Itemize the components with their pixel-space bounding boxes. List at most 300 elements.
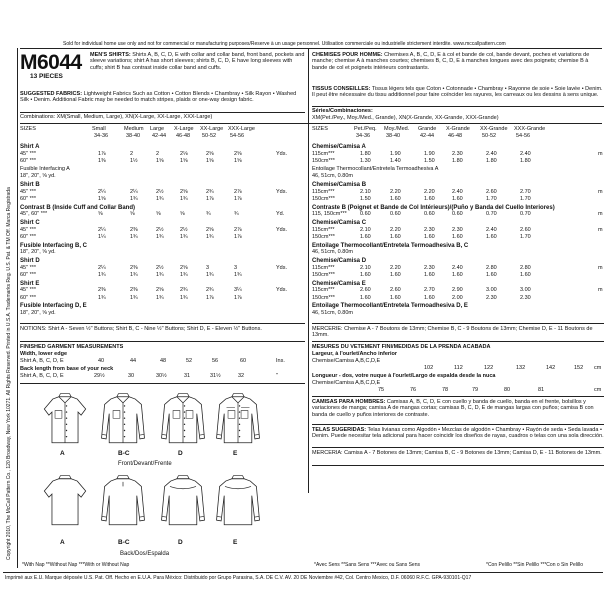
table-row [312,235,604,243]
row-label: 150cm*** [312,158,335,165]
row-unit: Yds. [276,264,288,271]
shirt-illustration [215,474,261,528]
row-value: 0.60 [452,211,463,218]
row-value: 2¾ [206,287,214,294]
row-value: 1.80 [452,158,463,165]
row-value: 2¼ [130,188,138,195]
row-value: 1.60 [452,234,463,241]
row-unit: m [598,226,603,233]
pieces-count: 13 PIECES [30,73,63,80]
front-caption: Front/Devant/Frente [118,461,172,467]
row-label: 45" *** [20,264,37,271]
fr-combinations-2: XM(Pet./Pey., Moy./Med., Grande), XN(X-Grande, XX-Grande, XXX-Grande) [312,115,499,121]
row-value: 1¾ [206,234,214,241]
row-value: 3 [234,264,238,271]
size-header-label: Grande [418,126,437,132]
size-header-number: 34-36 [94,133,109,139]
row-value: 2¼ [98,226,106,233]
row-unit: m [598,150,603,157]
measure-unit: Ins. [276,358,285,364]
row-label: Contraste B (Poignet et Bande de Col Intérieurs)/(Puño y Banda del Cuello Interiores) [312,204,555,211]
es-fabrics-text: Telas livianas como Algodón • Mezclas de algodón • Chambray • Rayón de seda • Seda lavada • Denim. Puede necesitar tela adicional para hacer coincidir los diseños de rayas, cuadros o telas con una sola dirección. [312,427,604,440]
row-label: Fusible Interfacing B, C [20,242,88,249]
measure-value: 56 [212,358,219,364]
row-value: 2½ [180,226,188,233]
row-unit: m [598,287,603,294]
fr-rule-4 [312,396,604,397]
row-value: 2⅝ [156,287,164,294]
row-label: 18", 20", ⅝ yd. [20,249,56,256]
measure-value: 40 [98,358,105,364]
row-value: 1.60 [360,234,371,241]
shirt-illustration [160,474,206,528]
row-label: 45" *** [20,287,37,294]
table-row [20,250,305,258]
size-header-number: 42-44 [152,133,167,139]
row-value: 1.60 [360,294,371,301]
size-header-label: XXX-Large [228,126,255,132]
row-value: 1⅝ [234,158,242,165]
size-header-label: Pet./Peq. [354,126,377,132]
row-value: 1.80 [520,158,531,165]
table-row [20,144,305,152]
fr-mercerie: MERCERIE: Chemise A - 7 Boutons de 13mm; Chemise B, C - 9 Boutons de 13mm; Chemise D, E - 11 Boutons de 13mm. [312,326,593,339]
row-label: Chemise/Camisa E [312,280,366,287]
row-value: 2.10 [360,188,371,195]
en-sizes-label: SIZES [20,126,36,132]
row-value: 1.60 [486,272,497,279]
en-desc-title: MEN'S SHIRTS: [90,52,131,58]
size-header-label: Medium [124,126,144,132]
row-value: 3 [206,264,210,271]
row-value: 1¾ [98,294,106,301]
row-value: 1¾ [156,234,164,241]
size-header-label: X-Large [174,126,194,132]
shirt-view-label: B-C [118,450,130,457]
es-fabrics-title: TELAS SUGERIDAS: [312,427,367,433]
row-value: 1¾ [180,196,188,203]
row-value: 2.60 [390,287,401,294]
row-unit: Yds. [276,287,288,294]
fr-fabrics [312,86,604,99]
row-value: 2¾ [180,287,188,294]
row-value: 2½ [156,188,164,195]
row-value: 2¾ [206,188,214,195]
row-label: 150cm*** [312,196,335,203]
row-value: 2.90 [452,287,463,294]
row-value: 1.70 [520,234,531,241]
shirt-illustration [160,392,206,446]
row-value: 0.60 [390,211,401,218]
row-value: 1.30 [360,158,371,165]
row-label: Shirt A [20,144,40,150]
table-row [312,311,604,319]
back-caption: Back/Dos/Espalda [120,551,170,557]
row-value: 1¾ [156,196,164,203]
es-rule-1 [312,424,604,425]
es-fabrics [312,427,604,440]
bottom-rule [3,572,603,573]
measure-label: Shirt A, B, C, D, E [20,373,64,379]
row-value: 1.60 [360,272,371,279]
table-row [20,311,305,319]
size-header-label: Small [92,126,106,132]
measure-value: 31½ [210,373,221,379]
shirt-view-label: D [178,450,183,457]
measure-value: 80 [504,387,511,393]
row-value: 1⅝ [206,158,214,165]
measure-unit: cm [594,365,602,371]
row-value: 2⅝ [234,150,242,157]
center-rule [308,48,309,493]
measure-value: 30½ [156,373,167,379]
row-unit: Yds. [276,188,288,195]
measure-value: 112 [454,365,463,371]
row-value: 2½ [156,264,164,271]
row-unit: m [598,188,603,195]
measure-value: 76 [410,387,417,393]
row-value: 2.80 [486,264,497,271]
fr-nap-legend: *Avec Sens **Sans Sens ***Avec ou Sans Sens [314,562,420,568]
en-fabrics-title: SUGGESTED FABRICS: [20,91,83,97]
row-label: Chemise/Camisa C [312,219,367,226]
row-value: ⅝ [180,211,185,218]
row-value: 1.60 [424,294,435,301]
row-value: 2.40 [486,150,497,157]
es-desc-title: CAMISAS PARA HOMBRES: [312,399,386,405]
row-value: 2.30 [486,294,497,301]
es-merceria: MERCERIA: Camisa A - 7 Botones de 13mm; Camisa B, C - 9 Botones de 13mm; Camisa D, E - 11 Botones de 13mm. [312,450,602,456]
row-value: 1.60 [486,234,497,241]
row-value: 1¾ [156,272,164,279]
row-value: 1.60 [390,272,401,279]
shirt-illustration [100,392,146,446]
row-value: 1¾ [180,234,188,241]
row-value: 2.40 [520,150,531,157]
fr-largeur-label: Largeur, à l'ourlet/Ancho inferior [312,351,398,357]
row-value: 2.30 [520,294,531,301]
shirt-view-label: E [233,450,238,457]
es-rule-2 [312,447,604,448]
row-value: 2.80 [520,264,531,271]
row-value: 1⅞ [206,294,214,301]
row-value: 2 [156,150,160,157]
row-value: 2⅞ [234,188,242,195]
size-header-number: 54-56 [516,133,531,139]
row-value: 1.60 [390,294,401,301]
row-value: ¾ [234,211,239,218]
size-header-number: 38-40 [386,133,401,139]
row-value: 2⅜ [130,287,138,294]
table-row [312,167,604,175]
fr-desc-title: CHEMISES POUR HOMME: [312,52,383,58]
row-value: 0.60 [424,211,435,218]
row-label: Shirt C [20,219,40,226]
row-value: 2.20 [390,264,401,271]
row-value: 1.60 [390,196,401,203]
table-row [312,174,604,182]
size-header-label: X-Grande [446,126,470,132]
size-header-label: XX-Large [200,126,224,132]
table-row [312,273,604,281]
row-value: 0.70 [486,211,497,218]
measure-value: 32 [238,373,245,379]
row-value: 1¾ [156,294,164,301]
en-nap-legend: *With Nap **Without Nap ***With or Without Nap [22,562,130,568]
row-label: 45" *** [20,188,37,195]
row-value: ⅝ [156,211,161,218]
table-row [20,197,305,205]
fr-fabrics-title: TISSUS CONSEILLES: [312,86,371,92]
row-label: 18", 20", ⅝ yd. [20,173,56,180]
fr-description [312,52,604,71]
table-row [312,212,604,220]
measure-unit: " [276,373,278,379]
row-label: Entoilage Thermocollant/Entretela Termoadhesiva B, C [312,242,469,249]
row-label: 46, 51cm, 0.80m [312,173,353,180]
shirt-view-label: A [60,450,65,457]
row-value: 1⅞ [234,196,242,203]
row-value: 1.40 [390,158,401,165]
fr-fabrics-text: Tissus légers tels que Coton • Cotonnade • Chambray • Rayonne de soie • Soie lavée • Denim. Il peut être nécessaire du tissu additionnel pour faire coïncider les rayures, les carreaux ou les dessins à sens unique. [312,86,603,99]
en-rule-1 [20,112,305,113]
row-value: ⅝ [98,211,103,218]
row-value: 1.70 [486,196,497,203]
table-row [312,197,604,205]
row-value: 0.60 [360,211,371,218]
row-value: 1.60 [424,272,435,279]
fr-mesures-title: MESURES DU VETEMENT FINI/MEDIDAS DE LA PRENDA ACABADA [312,344,491,350]
en-width-label: Width, lower edge [20,351,68,357]
row-label: 45" *** [20,226,37,233]
row-label: Fusible Interfacing D, E [20,303,87,310]
row-value: 2.20 [424,188,435,195]
row-value: ⅝ [130,211,135,218]
row-value: 1.60 [452,272,463,279]
row-label: 45" *** [20,150,37,157]
table-row [20,212,305,220]
en-notions: NOTIONS: Shirt A - Seven ½" Buttons; Shirt B, C - Nine ½" Buttons; Shirt D, E - Eleven ½" Buttons. [20,326,262,332]
row-value: 1⅝ [180,158,188,165]
row-label: 46, 51cm, 0.80m [312,249,353,256]
row-value: 2.20 [390,226,401,233]
row-value: 2.40 [452,188,463,195]
row-value: 1.60 [520,272,531,279]
row-value: 2⅝ [180,264,188,271]
row-value: 1⅞ [98,150,106,157]
row-value: 1¾ [234,272,242,279]
table-top-rule [20,123,602,124]
row-value: 2.20 [390,188,401,195]
size-header-number: 46-48 [176,133,191,139]
es-rule-3 [312,465,604,466]
en-rule-3 [20,341,305,342]
measure-value: 81 [538,387,545,393]
measure-value: 142 [546,365,556,371]
row-value: 2.40 [452,264,463,271]
fr-rule-1 [312,106,604,107]
fr-rule-2 [312,323,604,324]
row-label: 115, 150cm*** [312,211,347,218]
en-desc-text: Shirts A, B, C, D, E with collar and collar band, front band, pockets and sleeve variations; shirt A has short sleeves; shirts B, C, D, E have long sleeves with cuffs; shirt B has contrast inside collar band and cuffs. [90,52,305,71]
shirt-view-label: B-C [118,539,130,546]
size-header-number: 50-52 [482,133,497,139]
row-label: Chemise/Camisa A [312,144,366,150]
copyright-side-text: Copyright 2010, The McCall Pattern Co., 120 Broadway, New York 10271. All Rights Reserved. Printed in U.S.A. Trademarks Reg. U.S. Pat. & TM Off. Marca Registrada [6,187,12,560]
row-value: 2.30 [424,264,435,271]
row-value: 2.10 [360,264,371,271]
row-value: 1¼ [98,234,106,241]
row-label: 115cm*** [312,150,335,157]
row-value: 3¼ [234,287,242,294]
row-value: 2⅜ [130,226,138,233]
row-value: 1½ [130,158,138,165]
fr-longueur-sub: Chemise/Camisa A,B,C,D,E [312,380,381,386]
row-label: 115cm*** [312,287,335,294]
size-header-label: XXX-Grande [514,126,546,132]
row-label: Chemise/Camisa B [312,181,367,188]
fr-largeur-sub: Chemise/Camisa A,B,C,D,E [312,358,381,364]
row-label: 150cm*** [312,234,335,241]
row-label: 60" *** [20,294,37,301]
size-header-number: 54-56 [230,133,245,139]
row-value: 2.70 [520,188,531,195]
row-value: 1⅞ [206,196,214,203]
size-header-number: 42-44 [420,133,435,139]
row-value: ¾ [206,211,211,218]
en-fabrics-text: Lightweight Fabrics Such as Cotton • Cotton Blends • Chambray • Silk Rayon • Washed Silk • Denim. Additional Fabric may be needed to match stripes, plaids or one-way design fabric. [20,91,297,104]
table-row [20,303,305,311]
size-header-number: 46-48 [448,133,463,139]
row-label: Fusible Interfacing A [20,165,70,172]
row-value: 1.90 [424,150,435,157]
row-value: 1⅝ [156,158,164,165]
row-unit: m [598,264,603,271]
row-value: 2¼ [98,264,106,271]
fr-sizes-label: SIZES [312,126,328,132]
size-header-label: Large [150,126,165,132]
row-value: 3.00 [486,287,497,294]
shirt-view-label: D [178,539,183,546]
row-label: 115cm*** [312,264,335,271]
measure-value: 79 [472,387,479,393]
measure-value: 29½ [94,373,105,379]
row-value: 2⅞ [234,226,242,233]
shirt-illustration [215,392,261,446]
row-value: 2 [130,150,134,157]
row-value: 1¾ [206,272,214,279]
row-value: 2.30 [452,150,463,157]
es-description [312,399,604,418]
row-value: 1.60 [424,234,435,241]
shirt-illustration [42,474,88,528]
row-value: 2⅛ [180,150,188,157]
size-header-label: Moy./Med. [384,126,410,132]
row-value: 1.60 [424,196,435,203]
table-row [20,235,305,243]
row-value: 1.60 [390,234,401,241]
row-label: 45", 60" *** [20,211,48,218]
row-value: 1¾ [180,272,188,279]
en-fabrics [20,91,305,104]
fr-yardage-table [312,144,604,319]
table-row [312,303,604,311]
row-label: 60" *** [20,158,37,165]
row-label: Entoilage Thermocollant/Entretela Termoadhesiva D, E [312,303,468,310]
row-value: 1.90 [390,150,401,157]
row-label: 60" *** [20,272,37,279]
row-value: 2.30 [424,226,435,233]
es-nap-legend: *Con Pelillo **Sin Pelillo ***Con o Sin Pelillo [486,562,583,568]
row-label: 46, 51cm, 0.80m [312,310,353,317]
en-rule-2 [20,323,305,324]
measure-value: 52 [186,358,193,364]
row-value: 1⅜ [98,158,106,165]
measure-unit: cm [594,387,602,393]
en-description [90,52,305,71]
row-value: 1.80 [486,158,497,165]
row-value: 1.80 [360,150,371,157]
fr-rule-3 [312,341,604,342]
pattern-number: M6044 [20,51,82,74]
size-header-number: 34-36 [356,133,371,139]
row-label: Entoilage Thermocollant/Entretela Termoadhesiva A [312,165,439,172]
shirt-view-label: A [60,539,65,546]
measure-value: 132 [516,365,526,371]
measure-value: 48 [160,358,167,364]
measure-value: 78 [442,387,449,393]
row-label: Shirt E [20,280,40,287]
row-value: 1.50 [424,158,435,165]
row-value: 1¾ [130,294,138,301]
measure-value: 30 [128,373,135,379]
row-value: 2¼ [98,188,106,195]
row-value: 2⅜ [130,264,138,271]
table-row [20,296,305,304]
row-value: 2.10 [360,226,371,233]
row-label: 60" *** [20,234,37,241]
table-row [20,205,305,213]
en-combinations: Combinations: XM(Small, Medium, Large), XN(X-Large, XX-Large, XXX-Large) [20,114,213,120]
top-notice: Sold for individual home use only and not for commercial or manufacturing purposes/Reserve à un usage personnel. Utilisation commerciale ou industrielle strictement interdite. www.mccallpattern.com [63,41,506,47]
row-label: 18", 20", ⅝ yd. [20,310,56,317]
row-value: 1.60 [452,196,463,203]
shirt-view-label: E [233,539,238,546]
row-value: 1¾ [180,294,188,301]
en-yardage-table [20,144,305,319]
row-unit: Yds. [276,150,288,157]
row-value: 1.50 [360,196,371,203]
row-label: Chemise/Camisa D [312,257,367,264]
measure-value: 122 [484,365,494,371]
row-value: 2⅝ [206,226,214,233]
row-value: 2.00 [452,294,463,301]
row-value: 1⅞ [234,234,242,241]
table-row [312,250,604,258]
row-label: 115cm*** [312,188,335,195]
row-value: 2.70 [424,287,435,294]
en-rule-4 [20,383,305,384]
row-value: 2½ [156,226,164,233]
bottom-text: Imprimé aux E.U. Marque déposée U.S. Pat. Off. Hecho en E.U.A. Para México: Distribuido por Grupo Parasina, S.A. DE C.V. AV. 20 DE Noviembre #42, Col. Centro Mexico, D.F. 06060 R.F.C. GPA-930101-Q17 [5,575,472,581]
en-back-label: Back length from base of your neck [20,366,114,372]
table-row [312,243,604,251]
row-value: 1⅝ [98,196,106,203]
row-value: 1¾ [130,234,138,241]
table-row [20,273,305,281]
row-value: 0.70 [520,211,531,218]
row-value: 1⅞ [234,294,242,301]
